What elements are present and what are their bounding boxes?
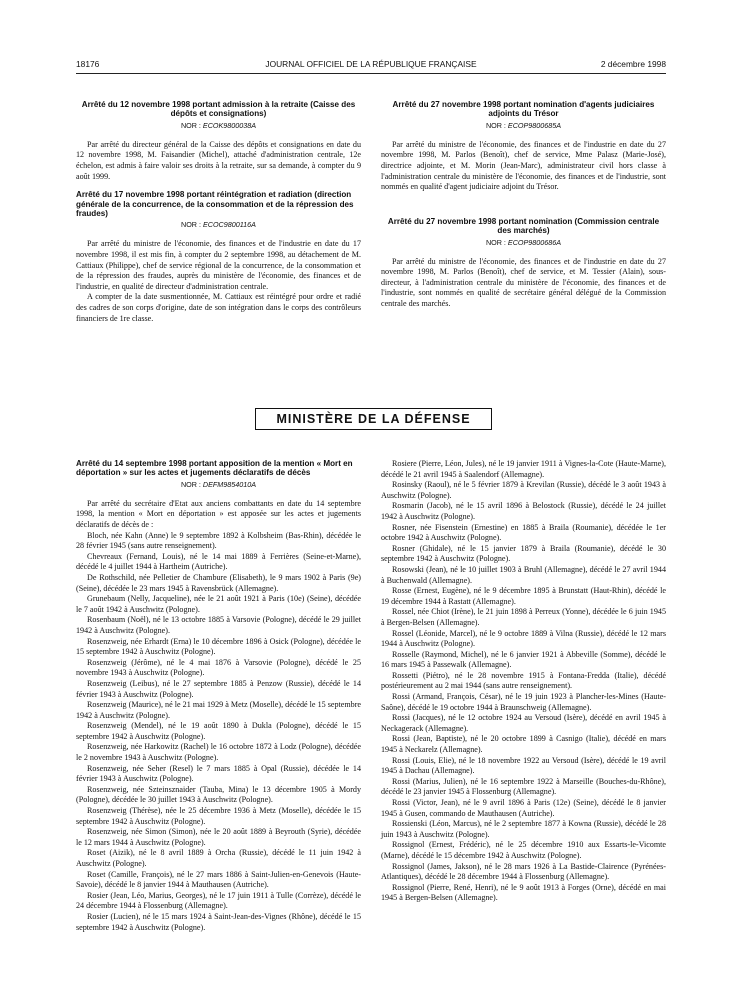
- list-item: Rossel, née Chiot (Irène), le 21 juin 1898 à Perreux (Yonne), décédée le 6 juin 1945 à Bergen-Belsen (Allemagne).: [381, 607, 666, 627]
- article-title: Arrêté du 14 septembre 1998 portant apposition de la mention « Mort en déportation » sur les actes et jugements déclaratifs de décès: [76, 459, 353, 478]
- bottom-left-column: [76, 459, 361, 933]
- article-title: Arrêté du 27 novembre 1998 portant nomination (Commission centrale des marchés): [387, 216, 660, 236]
- header-rule: [76, 73, 666, 74]
- list-item: Rosier (Jean, Léo, Marius, Georges), né le 17 juin 1911 à Tulle (Corrèze), décédé le 24 décembre 1944 à Flossenburg (Allemagne).: [76, 890, 361, 911]
- article-body: Par arrêté du ministre de l'économie, des finances et de l'industrie en date du 27 novembre 1998, M. Parlos (Benoît), chef de service, Mme Palasz (Marie-José), directrice adjointe, et M. Morin (Jean-Marc), administrateur civil hors classe à l'administration centrale du ministère de l'économie, des finances et de l'industrie, sont nommés en qualité d'agent judiciaire adjoint du Trésor.: [381, 139, 666, 192]
- list-item: Rossi (Jean, Baptiste), né le 20 octobre 1899 à Casnigo (Italie), décédé en mars 1945 à Neckarelz (Allemagne).: [381, 734, 666, 755]
- list-item: Rossignol (James, Jakson), né le 28 mars 1926 à La Bastide-Clairence (Pyrénées-Atlantiques), décédé le 28 décembre 1944 à Flossenburg (Allemagne).: [381, 861, 666, 882]
- list-item: Roset (Aizik), né le 8 avril 1889 à Orcha (Russie), décédé le 11 juin 1942 à Auschwitz (Pologne).: [76, 848, 361, 868]
- list-item: Rosse (Ernest, Eugène), né le 9 décembre 1895 à Brunstatt (Haut-Rhin), décédé le 19 décembre 1944 à Rastatt (Allemagne).: [381, 586, 666, 606]
- article-body: Par arrêté du ministre de l'économie, des finances et de l'industrie en date du 17 novembre 1998, il est mis fin, à compter du 2 septembre 1998, au détachement de M. Cattiaux (Philippe), chef de service régional de la concurrence, de la consommation et de la répression des fraudes, auprès du ministère de l'économie, des finances et de l'industrie, en qualité de directeur d'administration centrale.: [76, 239, 361, 291]
- decree-entries-right: [381, 459, 666, 904]
- article-body: A compter de la date susmentionnée, M. Cattiaux est réintégré pour ordre et radié des cadres de son corps d'origine, date de son intégration dans le corps des contrôleurs financiers de 1re classe.: [76, 292, 361, 323]
- list-item: Rosenzweig, née Simon (Simon), née le 20 août 1889 à Beyrouth (Syrie), décédée le 12 mars 1944 à Auschwitz (Pologne).: [76, 827, 361, 847]
- list-item: Rosinsky (Raoul), né le 5 février 1879 à Krevilan (Russie), décédé le 3 août 1943 à Auschwitz (Pologne).: [381, 480, 666, 500]
- issue-date: 2 décembre 1998: [600, 59, 666, 69]
- list-item: Bloch, née Kahn (Anne) le 9 septembre 1892 à Kolbsheim (Bas-Rhin), décédée le 28 février 1945 (sans autre renseignement).: [76, 530, 361, 551]
- list-item: Rosenzweig, née Szteinsznaider (Tauba, Mina) le 13 décembre 1905 à Mordy (Pologne), décédée le 30 juillet 1943 à Auschwitz (Pologne).: [76, 784, 361, 805]
- nor-reference: NOR : ECOP9800686A: [485, 237, 562, 247]
- list-item: Rossel (Léonide, Marcel), né le 9 octobre 1889 à Vilna (Russie), décédé le 12 mars 1944 à Auschwitz (Pologne).: [381, 628, 666, 649]
- nor-reference: NOR : ECOK9800038A: [180, 120, 257, 130]
- ministry-banner: MINISTÈRE DE LA DÉFENSE: [255, 408, 492, 430]
- list-item: Rossi (Armand, François, César), né le 19 juin 1923 à Plancher-les-Mines (Haute-Saône), décédé le 19 octobre 1944 à Braunschweig (Allemagne).: [381, 692, 666, 712]
- article-body: Par arrêté du ministre de l'économie, des finances et de l'industrie en date du 27 novembre 1998, M. Parlos (Benoît), chef de service, et M. Tessier (Alain), sous-directeur, à l'administration centrale du ministère de l'économie, des finances et de l'industrie, sont nommés en qualité de secrétaire général délégué de la Commission centrale des marchés.: [381, 256, 666, 308]
- article-title: Arrêté du 17 novembre 1998 portant réintégration et radiation (direction générale de la concurrence, de la consommation et de la répression des fraudes): [76, 190, 354, 218]
- journal-title: JOURNAL OFFICIEL DE LA RÉPUBLIQUE FRANÇAISE: [265, 59, 477, 69]
- list-item: Roset (Camille, François), né le 27 mars 1886 à Saint-Julien-en-Genevois (Haute-Savoie), décédé le 8 janvier 1944 à Mauthausen (Autriche).: [76, 869, 361, 890]
- list-item: Rosenzweig, née Seher (Resel) le 7 mars 1885 à Opal (Russie), décédée le 14 février 1943 à Auschwitz (Pologne).: [76, 763, 361, 784]
- top-right-column: [381, 100, 666, 310]
- list-item: Rossignol (Ernest, Frédéric), né le 25 décembre 1910 aux Essarts-le-Vicomte (Marne), décédé le 15 décembre 1942 à Auschwitz (Pologne).: [381, 840, 666, 860]
- page-number: 18176: [76, 59, 100, 69]
- list-item: Rossi (Jacques), né le 12 octobre 1924 au Versoud (Isère), décédé en avril 1945 à Neckagerack (Allemagne).: [381, 713, 666, 733]
- running-header: [76, 59, 666, 73]
- nor-reference: NOR : ECOC9800116A: [181, 220, 256, 230]
- list-item: Rosselle (Raymond, Michel), né le 6 janvier 1921 à Abbeville (Somme), décédé le 16 mars 1945 à Passewalk (Allemagne).: [381, 649, 666, 670]
- article-body: Par arrêté du directeur général de la Caisse des dépôts et consignations en date du 12 novembre 1998, M. Faisandier (Michel), attaché d'administration centrale, 12e échelon, est admis à faire valoir ses droits à la retraite, sur sa demande, à compter du 9 août 1999.: [76, 139, 361, 181]
- list-item: Rossignol (Pierre, René, Henri), né le 9 août 1913 à Forges (Orne), décédé en mai 1945 à Bergen-Belsen (Allemagne).: [381, 882, 666, 903]
- list-item: De Rothschild, née Pelletier de Chambure (Elisabeth), le 9 mars 1902 à Paris (9e) (Seine), décédée le 23 mars 1945 à Ravensbrück (Allemagne).: [76, 572, 361, 593]
- list-item: Rosenzweig, née Harkowitz (Rachel) le 16 octobre 1872 à Lodz (Pologne), décédée le 2 novembre 1943 à Auschwitz (Pologne).: [76, 742, 361, 763]
- nor-reference: NOR : ECOP9800685A: [485, 120, 562, 130]
- list-item: Rosowski (Jean), né le 10 juillet 1903 à Bruhl (Allemagne), décédé le 27 avril 1944 à Buchenwald (Allemagne).: [381, 564, 666, 585]
- list-item: Rossetti (Piétro), né le 28 novembre 1915 à Fontana-Fredda (Italie), décédé postérieurement au 2 mai 1944 (sans autre renseignement).: [381, 670, 666, 691]
- list-item: Rosner, née Fisenstein (Ernestine) en 1885 à Braila (Roumanie), décédée le 1er octobre 1942 à Auschwitz (Pologne).: [381, 522, 666, 543]
- list-item: Rosenzweig (Leibus), né le 27 septembre 1885 à Penzow (Russie), décédé le 14 février 1943 à Auschwitz (Pologne).: [76, 678, 361, 699]
- article-title: Arrêté du 27 novembre 1998 portant nomination d'agents judiciaires adjoints du Trésor: [392, 100, 655, 119]
- bottom-right-column: [381, 459, 666, 904]
- list-item: Rossi (Victor, Jean), né le 9 avril 1896 à Paris (12e) (Seine), décédé le 8 janvier 1945 à Gusen, commando de Mauthausen (Autriche).: [381, 798, 666, 818]
- article-body: Par arrêté du secrétaire d'Etat aux anciens combattants en date du 14 septembre 1998, la mention « Mort en déportation » est apposée sur les actes et jugements déclaratifs de décès de :: [76, 498, 361, 529]
- list-item: Rosenzweig (Mendel), né le 19 août 1890 à Dukla (Pologne), décédé le 15 septembre 1942 à Auschwitz (Pologne).: [76, 721, 361, 741]
- decree-entries-left: [76, 531, 361, 934]
- list-item: Rossienski (Léon, Marcus), né le 2 septembre 1877 à Kowna (Russie), décédé le 28 juin 1943 à Auschwitz (Pologne).: [381, 819, 666, 839]
- article-title: Arrêté du 12 novembre 1998 portant admission à la retraite (Caisse des dépôts et consignations): [81, 100, 356, 119]
- list-item: Rosner (Ghidale), né le 15 janvier 1879 à Braila (Roumanie), décédé le 30 septembre 1942 à Auschwitz (Pologne).: [381, 543, 666, 564]
- list-item: Rossi (Marius, Julien), né le 16 septembre 1922 à Marseille (Bouches-du-Rhône), décédé le 23 janvier 1945 à Flossenburg (Allemagne).: [381, 776, 666, 797]
- list-item: Rosmarin (Jacob), né le 15 avril 1896 à Belostock (Russie), décédé le 24 juillet 1942 à Auschwitz (Pologne).: [381, 501, 666, 521]
- list-item: Rossi (Louis, Elie), né le 18 novembre 1922 au Versoud (Isère), décédé le 19 avril 1945 à Dachau (Allemagne).: [381, 755, 666, 776]
- list-item: Rosenzweig, née Erhardt (Erna) le 10 décembre 1896 à Osick (Pologne), décédée le 15 septembre 1942 à Auschwitz (Pologne).: [76, 636, 361, 657]
- top-left-column: [76, 100, 361, 324]
- list-item: Rosenzweig (Jérôme), né le 4 mai 1876 à Varsovie (Pologne), décédé le 25 novembre 1943 à Auschwitz (Pologne).: [76, 657, 361, 678]
- list-item: Grunebaum (Nelly, Jacqueline), née le 21 août 1921 à Paris (10e) (Seine), décédée le 7 août 1942 à Auschwitz (Pologne).: [76, 594, 361, 614]
- nor-reference: NOR : DEFM9854010A: [180, 479, 257, 489]
- list-item: Rosenbaum (Noël), né le 13 octobre 1885 à Varsovie (Pologne), décédé le 29 juillet 1942 à Auschwitz (Pologne).: [76, 615, 361, 635]
- list-item: Rosenzweig (Thérèse), née le 25 décembre 1936 à Metz (Moselle), décédée le 15 septembre 1942 à Auschwitz (Pologne).: [76, 806, 361, 826]
- list-item: Rosenzweig (Maurice), né le 21 mai 1929 à Metz (Moselle), décédé le 15 septembre 1942 à Auschwitz (Pologne).: [76, 700, 361, 720]
- list-item: Rosier (Lucien), né le 15 mars 1924 à Saint-Jean-des-Vignes (Rhône), décédé le 15 septembre 1942 à Auschwitz (Pologne).: [76, 911, 361, 932]
- list-item: Chevreaux (Fernand, Louis), né le 14 mai 1889 à Ferrières (Seine-et-Marne), décédé le 4 juillet 1944 à Hartheim (Autriche).: [76, 551, 361, 572]
- list-item: Rosiere (Pierre, Léon, Jules), né le 19 janvier 1911 à Vignes-la-Cote (Haute-Marne), décédé le 21 avril 1945 à Saalendorf (Allemagne).: [381, 459, 666, 479]
